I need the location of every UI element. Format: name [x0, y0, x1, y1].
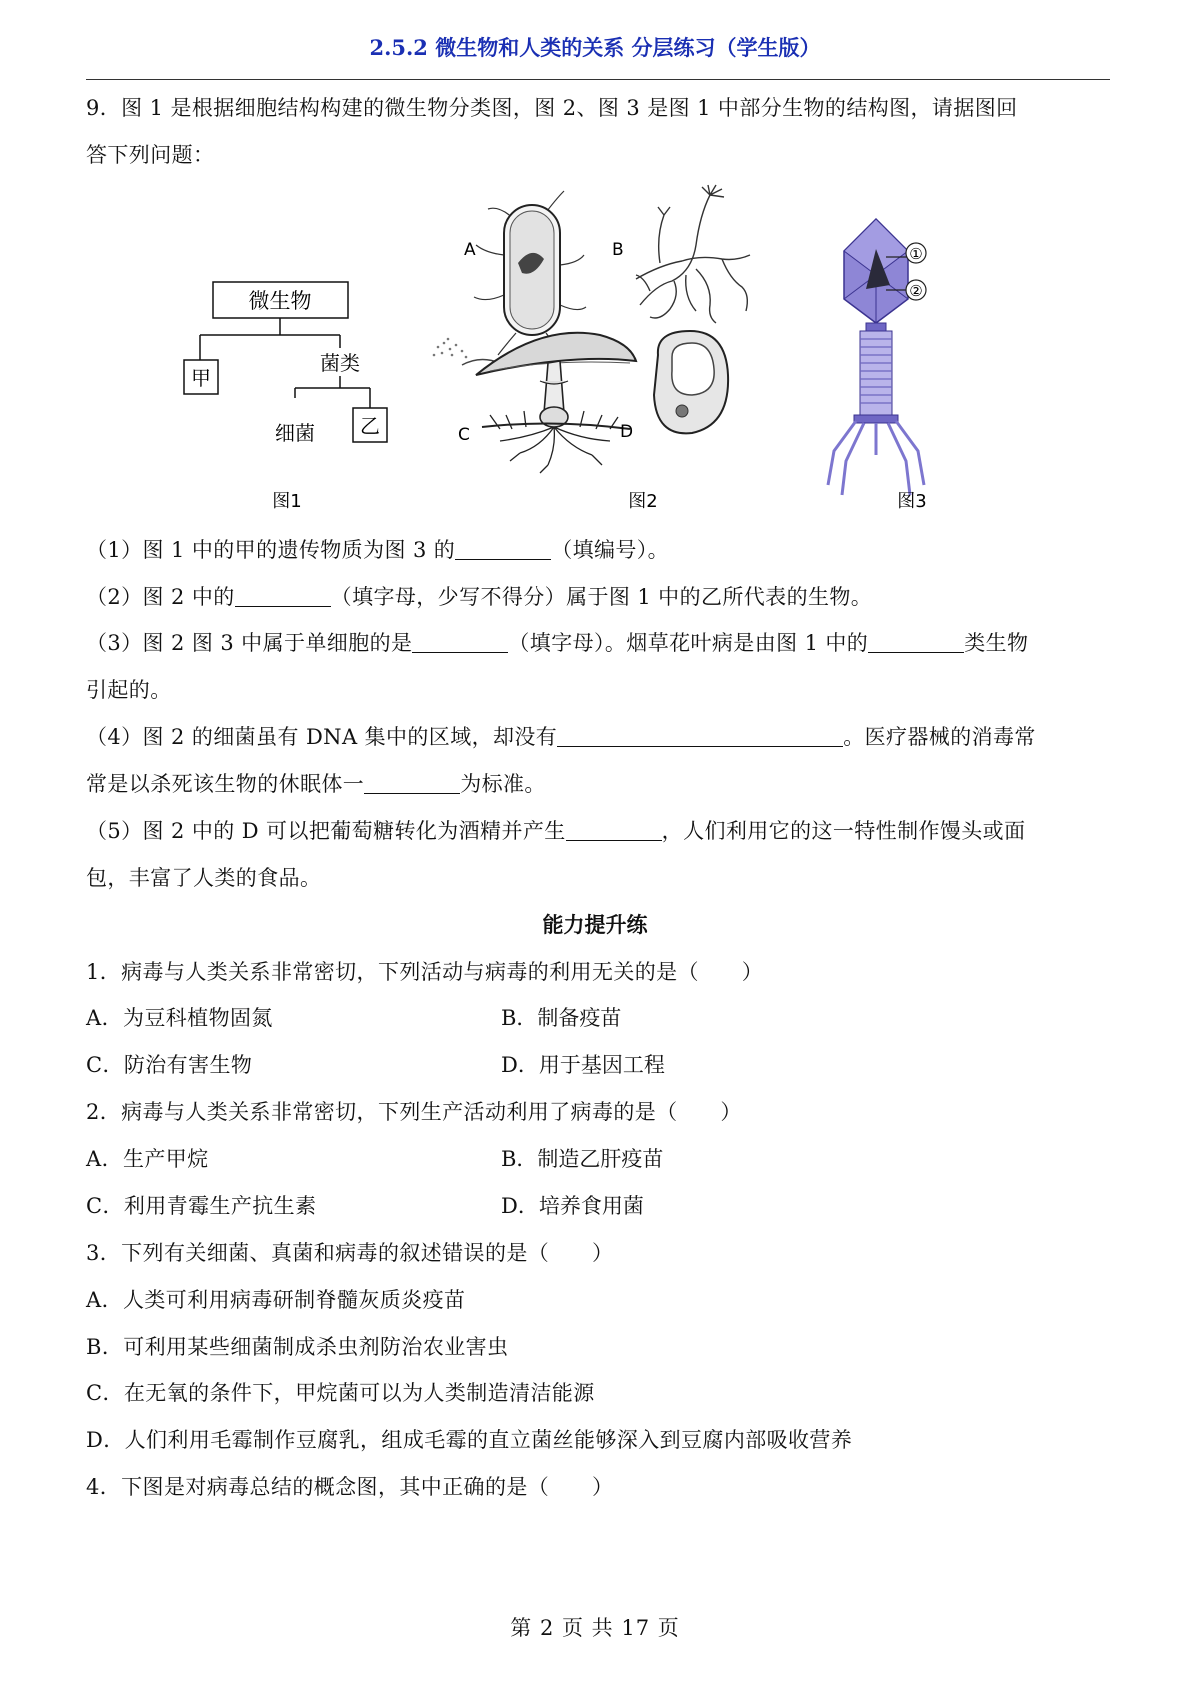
q9-part4-line2-text-a: 常是以杀死该生物的休眠体一 — [86, 772, 365, 796]
figure-3-caption: 图3 — [897, 491, 927, 512]
answer-blank[interactable] — [455, 539, 551, 560]
answer-blank[interactable] — [235, 586, 331, 607]
q9-part1-text-a: （1）图 1 中的甲的遗传物质为图 3 的 — [86, 538, 456, 562]
q3-option-d[interactable]: D．人们利用毛霉制作豆腐乳，组成毛霉的直立菌丝能够深入到豆腐内部吸收营养 — [86, 1428, 853, 1452]
phage-tail-fibers — [828, 421, 924, 495]
bacterium-a-illustration — [474, 191, 586, 355]
q9-part3-text-c: 类生物 — [964, 631, 1029, 655]
q2-option-b[interactable]: B．制造乙肝疫苗 — [501, 1147, 664, 1171]
fig3-label-1: ① — [909, 245, 923, 263]
q9-stem-line1: 9．图 1 是根据细胞结构构建的微生物分类图，图 2、图 3 是图 1 中部分生物的结构图，请据图回 — [86, 96, 1018, 120]
q9-stem-line2: 答下列问题： — [86, 143, 215, 167]
tree-node-jia: 甲 — [191, 366, 211, 390]
q2-option-a[interactable]: A．生产甲烷 — [86, 1147, 209, 1171]
page-footer: 第 2 页 共 17 页 — [510, 1616, 680, 1640]
q9-part2-text-b: （填字母，少写不得分）属于图 1 中的乙所代表的生物。 — [330, 585, 873, 609]
figure-1-classification-tree — [180, 270, 440, 520]
q3-option-c[interactable]: C．在无氧的条件下，甲烷菌可以为人类制造清洁能源 — [86, 1381, 595, 1405]
q2-stem: 2．病毒与人类关系非常密切，下列生产活动利用了病毒的是（ ） — [86, 1100, 742, 1124]
figure-1-caption: 图1 — [272, 491, 302, 512]
header-divider — [86, 79, 1110, 80]
yeast-d-illustration — [654, 331, 728, 433]
q9-part1 — [86, 534, 669, 564]
mold-b-illustration — [636, 185, 750, 323]
q9-part5-text-b: ，人们利用它的这一特性制作馒头或面 — [661, 819, 1026, 843]
answer-blank[interactable] — [557, 726, 843, 747]
q3-option-b[interactable]: B．可利用某些细菌制成杀虫剂防治农业害虫 — [86, 1335, 509, 1359]
fig2-label-d: D — [620, 422, 634, 442]
q9-part3-text-b: （填字母）。烟草花叶病是由图 1 中的 — [508, 631, 869, 655]
q9-part4-text-a: （4）图 2 的细菌虽有 DNA 集中的区域，却没有 — [86, 725, 558, 749]
q9-part5 — [86, 815, 1025, 845]
figure-2-microorganisms — [460, 185, 810, 520]
q4-stem: 4．下图是对病毒总结的概念图，其中正确的是（ ） — [86, 1475, 614, 1499]
fig2-label-a: A — [464, 240, 476, 260]
tree-node-junlei: 菌类 — [320, 351, 360, 375]
answer-blank[interactable] — [868, 632, 964, 653]
tree-node-xijun: 细菌 — [275, 421, 315, 445]
fig2-label-c: C — [458, 425, 470, 445]
answer-blank[interactable] — [566, 820, 662, 841]
fig3-label-2: ② — [909, 282, 923, 300]
q9-part4-line2 — [86, 768, 546, 798]
tree-node-root: 微生物 — [248, 289, 312, 313]
answer-blank[interactable] — [364, 773, 460, 794]
q9-part3-line2: 引起的。 — [86, 678, 172, 702]
phage-head — [844, 219, 908, 323]
q9-part5-line2: 包，丰富了人类的食品。 — [86, 866, 322, 890]
q1-stem: 1．病毒与人类关系非常密切，下列活动与病毒的利用无关的是（ ） — [86, 960, 764, 984]
figure-2-caption: 图2 — [628, 491, 658, 512]
answer-blank[interactable] — [412, 632, 508, 653]
q9-part3-text-a: （3）图 2 图 3 中属于单细胞的是 — [86, 631, 413, 655]
q9-part4 — [86, 721, 1036, 751]
q9-part1-text-b: （填编号）。 — [551, 538, 670, 562]
tree-node-yi: 乙 — [360, 414, 380, 438]
figure-3-bacteriophage — [830, 215, 1000, 520]
q1-option-b[interactable]: B．制备疫苗 — [501, 1006, 622, 1030]
q1-option-d[interactable]: D．用于基因工程 — [501, 1053, 665, 1077]
q9-part3 — [86, 627, 1028, 657]
fig2-label-b: B — [612, 240, 624, 260]
q9-part2-text-a: （2）图 2 中的 — [86, 585, 235, 609]
q9-part4-text-b: 。医疗器械的消毒常 — [843, 725, 1036, 749]
q9-part5-text-a: （5）图 2 中的 D 可以把葡萄糖转化为酒精并产生 — [86, 819, 566, 843]
mushroom-c-illustration — [433, 333, 636, 473]
q2-option-d[interactable]: D．培养食用菌 — [501, 1194, 644, 1218]
q1-option-c[interactable]: C．防治有害生物 — [86, 1053, 253, 1077]
q9-part2 — [86, 581, 872, 611]
q3-stem: 3．下列有关细菌、真菌和病毒的叙述错误的是（ ） — [86, 1241, 614, 1265]
page-header-title: 2.5.2 微生物和人类的关系 分层练习（学生版） — [369, 35, 821, 60]
q9-part4-line2-text-b: 为标准。 — [460, 772, 546, 796]
phage-tail-sheath — [860, 331, 892, 415]
section-title: 能力提升练 — [542, 912, 648, 937]
q3-option-a[interactable]: A．人类可利用病毒研制脊髓灰质炎疫苗 — [86, 1288, 466, 1312]
q1-option-a[interactable]: A．为豆科植物固氮 — [86, 1006, 273, 1030]
q2-option-c[interactable]: C．利用青霉生产抗生素 — [86, 1194, 317, 1218]
